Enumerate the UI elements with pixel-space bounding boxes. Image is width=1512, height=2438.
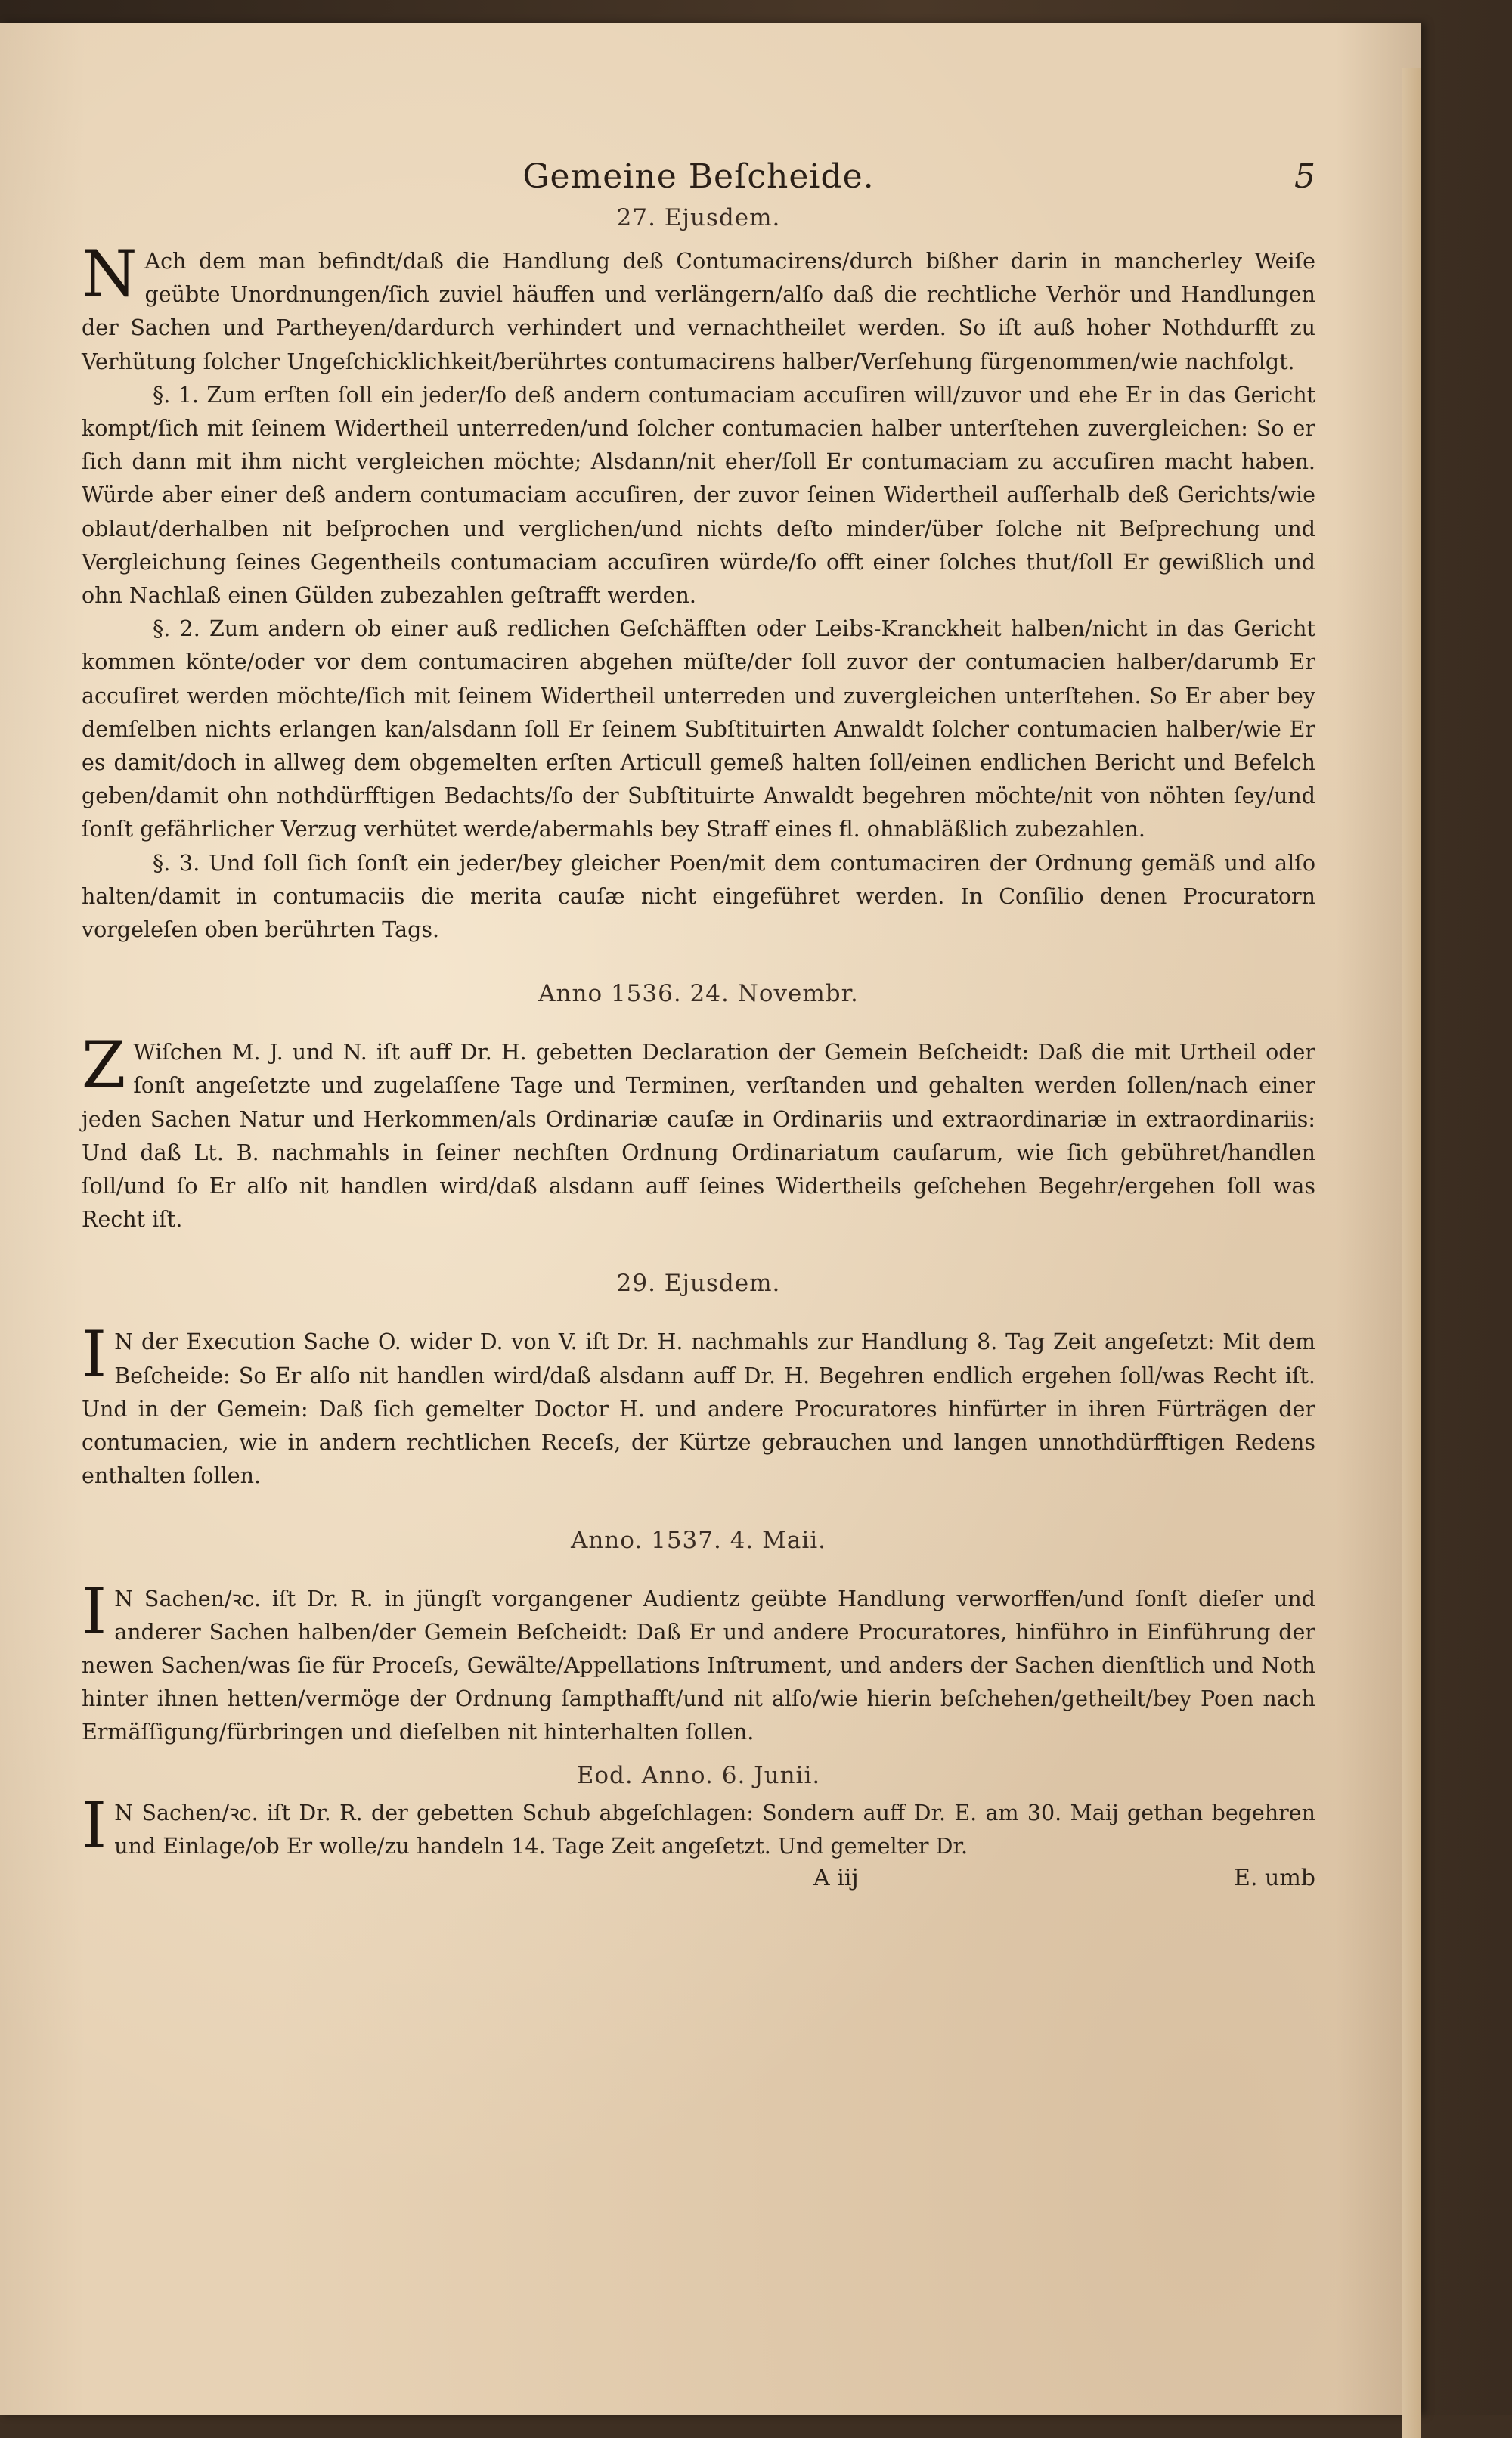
date-heading: 27. Ejusdem. bbox=[616, 204, 781, 231]
date-heading: Eod. Anno. 6. Junii. bbox=[576, 1761, 821, 1789]
page-footer bbox=[82, 1865, 1315, 1903]
date-heading: 29. Ejusdem. bbox=[616, 1270, 781, 1298]
paragraph: IN Sachen/ꝛc. iſt Dr. R. der gebetten Schub abgeſchlagen: Sondern auff Dr. E. am 30. Maij gethan begehren und Einlage/ob Er wolle/zu handeln 14. Tage Zeit angeſetzt. Und gemelter Dr. bbox=[82, 1788, 1315, 1863]
subparagraph: §. 3. Und ſoll ſich ſonſt ein jeder/bey gleicher Poen/mit dem contumaciren der Ordnung gemäß und alſo halten/damit in contumaciis die merita cauſæ nicht eingeführet werden. In Conſilio denen Procuratorn vorgeleſen oben berührten Tags. bbox=[82, 850, 1315, 943]
paragraph: ZWiſchen M. J. und N. iſt auff Dr. H. gebetten Declaration der Gemein Beſcheidt: Daß die mit Urtheil oder ſonſt angeſetzte und zugelaſſene Tage und Terminen, verſtanden und gehalten werden ſollen/nach einer jeden Sachen Natur und Herkommen/als Ordinariæ cauſæ in Ordinariis und extraordinariæ in extraordinariis: Und daß Lt. B. nachmahls in ſeiner nechſten Ordnung Ordinariatum cauſarum, wie ſich gebühret/handlen ſoll/und ſo Er alſo nit handlen wird/daß alsdann auff ſeines Widertheils geſchehen Begehr/ergehen ſoll was Recht iſt. bbox=[82, 1028, 1315, 1233]
signature-mark: A iij bbox=[813, 1864, 859, 1891]
paragraph: NAch dem man befindt/daß die Handlung deß Contumacirens/durch bißher darin in mancherley Weiſe geübte Unordnungen/ſich zuviel häuffen und verlängern/alſo daß die rechtliche Verhör und Handlungen der Sachen und Partheyen/dardurch verhindert und vernachtheilet werden. So iſt auß hoher Nothdurfft zu Verhütung ſolcher Ungeſchicklichkeit/berührtes contumacirens halber/Verſehung fürgenommen/wie nachfolgt. bbox=[82, 237, 1315, 374]
subparagraph: §. 2. Zum andern ob einer auß redlichen Geſchäfften oder Leibs-Kranckheit halben/nicht in das Gericht kommen könte/oder vor dem contumaciren abgehen müſte/der ſoll zuvor der contumacien halber/darumb Er accuſiret werden möchte/ſich mit ſeinem Widertheil unterreden und zuvergleichen unterſtehen. So Er aber bey demſelben nichts erlangen kan/alsdann ſoll Er ſeinem Subſtituirten Anwaldt ſolcher contumacien halber/wie Er es damit/doch in allweg dem obgemelten erſten Articull gemeß halten ſoll/einen endlichen Bericht und Befelch geben/damit ohn nothdürfftigen Bedachts/ſo der Subſtituirte Anwaldt begehren möchte/nit von nöhten ſey/und ſonſt gefährlicher Verzug verhütet werde/abermahls bey Straff eines fl. ohnabläßlich zubezahlen. bbox=[82, 616, 1315, 842]
running-head bbox=[82, 157, 1315, 210]
date-heading: Anno. 1537. 4. Maii. bbox=[570, 1526, 827, 1554]
page-content bbox=[82, 157, 1315, 1903]
paragraph: IN der Execution Sache O. wider D. von V. iſt Dr. H. nachmahls zur Handlung 8. Tag Zeit angeſetzt: Mit dem Beſcheide: So Er alſo nit handlen wird/daß alsdann auff Dr. H. Begehren endlich ergehen ſoll/was Recht iſt. Und in der Gemein: Daß ſich gemelter Doctor H. und andere Procuratores hinfürter in ihren Fürträgen der contumacien, wie in andern rechtlichen Receſs, der Kürtze gebrauchen und langen unnothdürfftigen Redens enthalten ſollen. bbox=[82, 1317, 1315, 1489]
page-number: 5 bbox=[1294, 157, 1315, 196]
date-heading: Anno 1536. 24. Novembr. bbox=[538, 980, 859, 1008]
page-edge bbox=[1402, 68, 1421, 2438]
paragraph: IN Sachen/ꝛc. iſt Dr. R. in jüngſt vorgangener Audientz geübte Handlung verworffen/und ſonſt dieſer und anderer Sachen halben/der Gemein Beſcheidt: Daß Er und andere Procuratores, hinführo in Einführung der newen Sachen/was ſie für Proceſs, Gewälte/Appellations Inſtrument, und anders der Sachen dienſtlich und Noth hinter ihnen hetten/vermöge der Ordnung ſampthafft/und nit alſo/wie hierin beſchehen/getheilt/bey Poen nach Ermäſſigung/fürbringen und dieſelben nit hinterhalten ſollen. bbox=[82, 1574, 1315, 1745]
catchword: E. umb bbox=[1234, 1864, 1315, 1891]
running-head-title: Gemeine Beſcheide. bbox=[522, 157, 875, 196]
subparagraph: §. 1. Zum erſten ſoll ein jeder/ſo deß andern contumaciam accuſiren will/zuvor und ehe Er in das Gericht kompt/ſich mit ſeinem Widertheil unterreden/und ſolcher contumacien halber unterſtehen zuvergleichen: So er ſich dann mit ihm nicht vergleichen möchte; Alsdann/nit eher/ſoll Er contumaciam zu accuſiren macht haben. Würde aber einer deß andern contumaciam accuſiren, der zuvor ſeinen Widertheil auſſerhalb deß Gerichts/wie oblaut/derhalben nit beſprochen und verglichen/und nichts deſto minder/über ſolche nit Beſprechung und Vergleichung ſeines Gegentheils contumaciam accuſiren würde/ſo offt einer ſolches thut/ſoll Er gewißlich und ohn Nachlaß einen Gülden zubezahlen geſtrafft werden. bbox=[82, 382, 1315, 609]
